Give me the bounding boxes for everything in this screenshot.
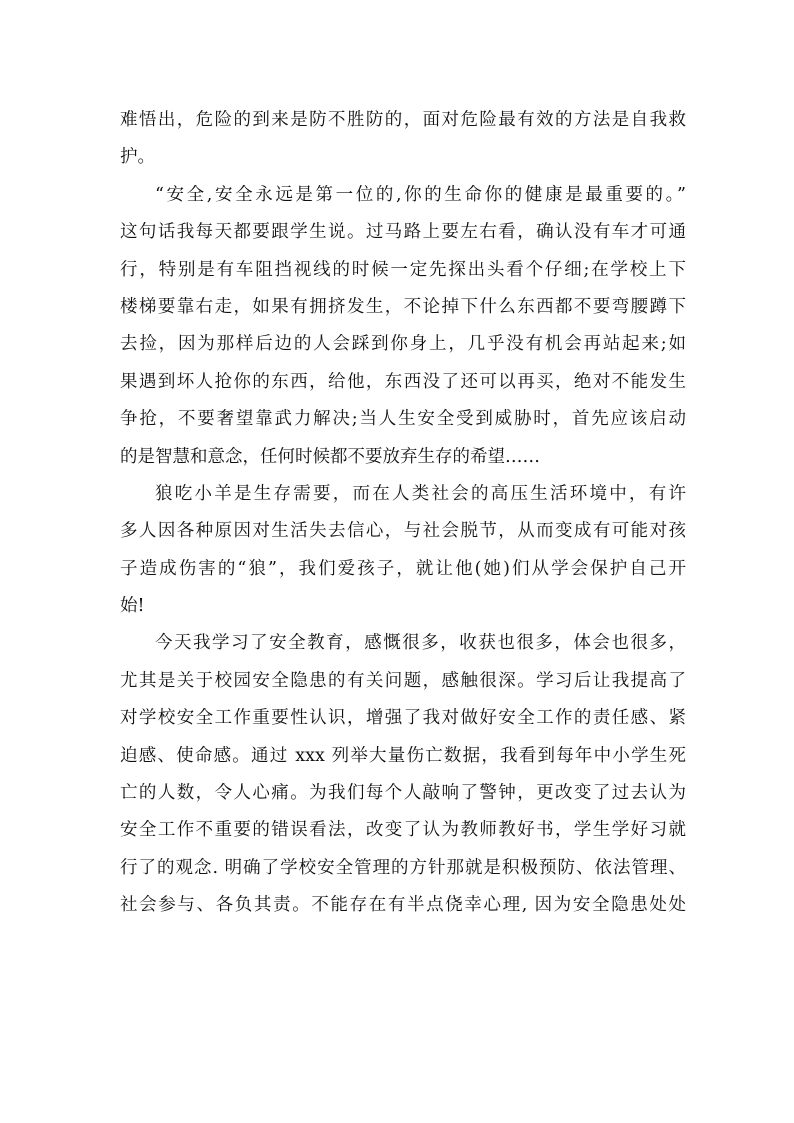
text-line: 社会参与、各负其责。不能存在有半点侥幸心理, 因为安全隐患处处: [120, 895, 686, 916]
text-line: 难悟出，危险的到来是防不胜防的，面对危险最有效的方法是自我救: [120, 110, 686, 130]
text-line: 始!: [120, 596, 145, 617]
text-line: 行，特别是有车阻挡视线的时候一定先探出头看个仔细;在学校上下: [120, 259, 686, 280]
text-line: 安全工作不重要的错误看法，改变了认为教师教好书，学生学好习就: [120, 820, 686, 841]
text-line: 行了的观念. 明确了学校安全管理的方针那就是积极预防、依法管理、: [120, 857, 686, 878]
text-line: 多人因各种原因对生活失去信心，与社会脱节，从而变成有可能对孩: [120, 521, 686, 542]
text-line: 护。: [120, 147, 155, 168]
text-line: 楼梯要靠右走，如果有拥挤发生，不论掉下什么东西都不要弯腰蹲下: [120, 296, 686, 317]
text-line: 去捡，因为那样后边的人会踩到你身上，几乎没有机会再站起来;如: [120, 334, 686, 355]
text-line: 争抢，不要奢望靠武力解决;当人生安全受到威胁时，首先应该启动: [120, 409, 686, 430]
document-body: [120, 102, 686, 925]
text-line: 狼吃小羊是生存需要，而在人类社会的高压生活环境中，有许: [155, 483, 686, 504]
text-line: 尤其是关于校园安全隐患的有关问题，感触很深。学习后让我提高了: [120, 670, 686, 691]
text-line: 迫感、使命感。通过 xxx 列举大量伤亡数据，我看到每年中小学生死: [120, 745, 686, 766]
text-line: 这句话我每天都要跟学生说。过马路上要左右看，确认没有车才可通: [120, 222, 686, 243]
text-line: 今天我学习了安全教育，感慨很多，收获也很多，体会也很多，: [155, 633, 686, 654]
text-line: 亡的人数，令人心痛。为我们每个人敲响了警钟，更改变了过去认为: [120, 783, 686, 804]
text-line: “安全,安全永远是第一位的,你的生命你的健康是最重要的。”: [155, 184, 686, 205]
text-line: 的是智慧和意念，任何时候都不要放弃生存的希望……: [120, 446, 540, 467]
text-line: 果遇到坏人抢你的东西，给他，东西没了还可以再买，绝对不能发生: [120, 371, 686, 392]
text-line: 对学校安全工作重要性认识，增强了我对做好安全工作的责任感、紧: [120, 708, 686, 729]
text-line: 子造成伤害的“狼”，我们爱孩子，就让他(她)们从学会保护自己开: [120, 558, 686, 579]
